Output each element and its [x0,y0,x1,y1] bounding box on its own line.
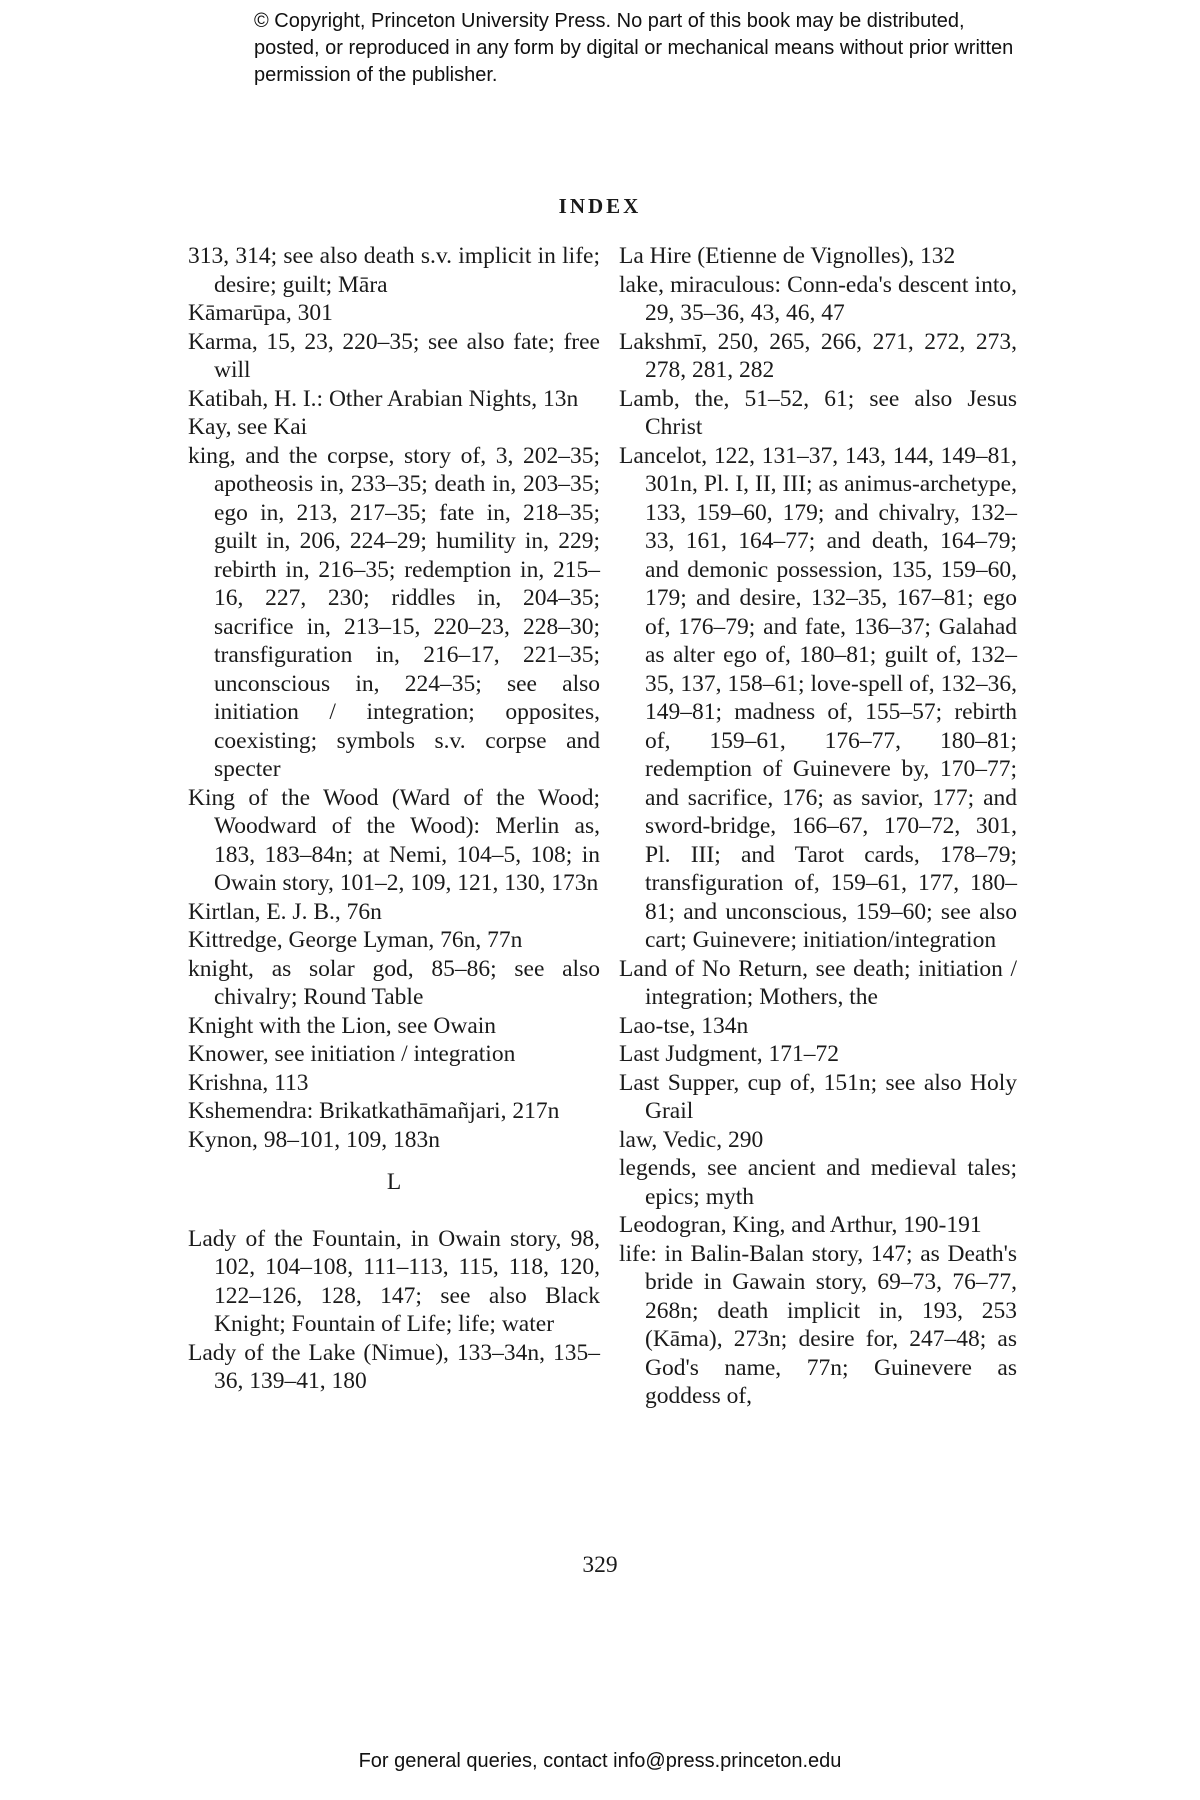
index-entry: King of the Wood (Ward of the Wood; Woodward of the Wood): Merlin as, 183, 183–84n; at Nemi, 104–5, 108; in Owain story, 101–2, 109, 121, 130, 173n [188,784,600,896]
index-entry: Karma, 15, 23, 220–35; see also fate; free will [188,328,600,383]
index-entry: Leodogran, King, and Arthur, 190-191 [619,1212,982,1238]
index-entry: Lancelot, 122, 131–37, 143, 144, 149–81, 301n, Pl. I, II, III; as animus-archetype, 133, 159–60, 179; and chivalry, 132–33, 161, 164–77; and death, 164–79; and demonic possession, 135, 159–60, 179; and desire, 132–35, 167–81; ego of, 176–79; and fate, 136–37; Galahad as alter ego of, 180–81; guilt of, 132–35, 137, 158–61; love-spell of, 132–36, 149–81; madness of, 155–57; rebirth of, 159–61, 176–77, 180–81; redemption of Guinevere by, 170–77; and sacrifice, 176; as savior, 177; and sword-bridge, 166–67, 170–72, 301, Pl. III; and Tarot cards, 178–79; transfiguration of, 159–61, 177, 180–81; and unconscious, 159–60; see also cart; Guinevere; initiation/integration [619,442,1017,953]
index-entry: Kshemendra: Brikatkathāmañjari, 217n [188,1098,560,1124]
page-number: 329 [582,1552,618,1578]
index-entry: Lady of the Fountain, in Owain story, 98, 102, 104–108, 111–113, 115, 118, 120, 122–126, 128, 147; see also Black Knight; Fountain of Life; life; water [188,1225,600,1337]
index-entry: Kynon, 98–101, 109, 183n [188,1126,440,1153]
index-entry: king, and the corpse, story of, 3, 202–35; apotheosis in, 233–35; death in, 203–35; ego in, 213, 217–35; fate in, 218–35; guilt in, 206, 224–29; humility in, 229; rebirth in, 216–35; redemption in, 215–16, 227, 230; riddles in, 204–35; sacrifice in, 213–15, 220–23, 228–30; transfiguration in, 216–17, 221–35; unconscious in, 224–35; see also initiation / integration; opposites, coexisting; symbols s.v. corpse and specter [188,442,600,782]
index-entry: Kittredge, George Lyman, 76n, 77n [188,927,523,953]
index-entry: lake, miraculous: Conn-eda's descent into, 29, 35–36, 43, 46, 47 [619,271,1017,326]
index-entry: La Hire (Etienne de Vignolles), 132 [619,243,956,269]
index-entry: Katibah, H. I.: Other Arabian Nights, 13n [188,385,579,412]
footer-contact: For general queries, contact info@press.princeton.edu [358,1750,842,1772]
index-entry: Kay, see Kai [188,414,308,440]
left-column [188,242,600,1396]
index-entry: Lamb, the, 51–52, 61; see also Jesus Christ [619,385,1017,440]
index-entry: Last Supper, cup of, 151n; see also Holy Grail [619,1069,1017,1124]
index-entry: Kirtlan, E. J. B., 76n [188,898,382,925]
index-entry: Knower, see initiation / integration [188,1041,516,1067]
index-entry: 313, 314; see also death s.v. implicit in life; desire; guilt; Māra [188,243,600,298]
copyright-notice: © Copyright, Princeton University Press. No part of this book may be distributed, posted, or reproduced in any form by digital or mechanical means without prior written permission of the publisher. [254,10,1014,86]
index-entry: life: in Balin-Balan story, 147; as Death's bride in Gawain story, 69–73, 76–77, 268n; death implicit in, 193, 253 (Kāma), 273n; desire for, 247–48; as God's name, 77n; Guinevere as goddess of, [619,1240,1017,1409]
index-entry: Last Judgment, 171–72 [619,1041,839,1067]
index-entry: legends, see ancient and medieval tales; epics; myth [619,1155,1017,1210]
index-entry: Land of No Return, see death; initiation / integration; Mothers, the [619,955,1017,1010]
section-letter: L [386,1169,402,1195]
index-entry: law, Vedic, 290 [619,1126,764,1153]
index-entry: Kāmarūpa, 301 [188,300,333,326]
index-heading: INDEX [558,194,642,218]
index-entry: knight, as solar god, 85–86; see also chivalry; Round Table [188,955,600,1010]
index-entry: Krishna, 113 [188,1069,309,1096]
right-column [619,242,1017,1411]
index-entry: Lao-tse, 134n [619,1012,749,1039]
index-entry: Knight with the Lion, see Owain [188,1012,497,1039]
index-entry: Lakshmī, 250, 265, 266, 271, 272, 273, 278, 281, 282 [619,328,1017,383]
index-entry: Lady of the Lake (Nimue), 133–34n, 135–36, 139–41, 180 [188,1339,600,1394]
